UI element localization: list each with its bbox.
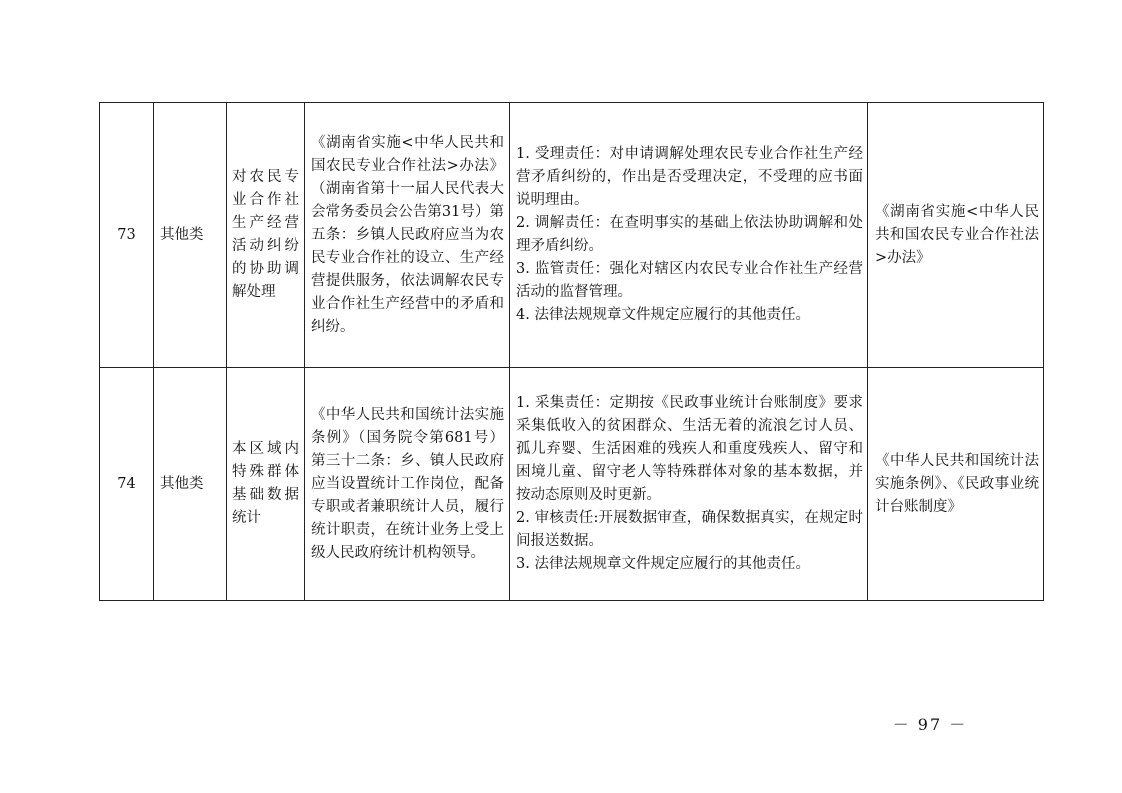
responsibility-item: 4. 法律法规规章文件规定应履行的其他责任。 bbox=[516, 307, 810, 323]
item-category: 其他类 bbox=[154, 103, 227, 368]
table-row bbox=[100, 103, 1044, 368]
responsibilities bbox=[510, 103, 868, 368]
table-row bbox=[100, 368, 1044, 601]
legal-basis: 《中华人民共和国统计法实施条例》（国务院令第681号）第三十二条：乡、镇人民政府应当设置统计工作岗位，配备专职或者兼职统计人员，履行统计职责，在统计业务上受上级人民政府统计机构领导。 bbox=[305, 368, 510, 601]
item-name: 对农民专业合作社生产经营活动纠纷的协助调解处理 bbox=[227, 103, 305, 368]
item-number: 73 bbox=[100, 103, 154, 368]
page-number: － 97 － bbox=[892, 715, 968, 734]
responsibility-item: 1. 受理责任：对申请调解处理农民专业合作社生产经营矛盾纠纷的，作出是否受理决定，不受理的应书面说明理由。 bbox=[516, 146, 863, 208]
responsibility-item: 3. 法律法规规章文件规定应履行的其他责任。 bbox=[516, 556, 810, 572]
item-name: 本区域内特殊群体基础数据统计 bbox=[227, 368, 305, 601]
law-reference: 《湖南省实施<中华人民共和国农民专业合作社法>办法》 bbox=[868, 103, 1044, 368]
responsibility-item: 2. 审核责任:开展数据审查，确保数据真实，在规定时间报送数据。 bbox=[516, 510, 863, 549]
law-reference: 《中华人民共和国统计法实施条例》、《民政事业统计台账制度》 bbox=[868, 368, 1044, 601]
item-number: 74 bbox=[100, 368, 154, 601]
responsibility-table bbox=[99, 102, 1044, 601]
legal-basis: 《湖南省实施<中华人民共和国农民专业合作社法>办法》（湖南省第十一届人民代表大会常务委员会公告第31号）第五条：乡镇人民政府应当为农民专业合作社的设立、生产经营提供服务，依法调解农民专业合作社生产经营中的矛盾和纠纷。 bbox=[305, 103, 510, 368]
item-category: 其他类 bbox=[154, 368, 227, 601]
responsibilities bbox=[510, 368, 868, 601]
responsibility-item: 2. 调解责任：在查明事实的基础上依法协助调解和处理矛盾纠纷。 bbox=[516, 215, 863, 254]
responsibility-item: 1. 采集责任：定期按《民政事业统计台账制度》要求采集低收入的贫困群众、生活无着的流浪乞讨人员、孤儿弃婴、生活困难的残疾人和重度残疾人、留守和困境儿童、留守老人等特殊群体对象的基本数据，并按动态原则及时更新。 bbox=[516, 395, 863, 503]
responsibility-item: 3. 监管责任：强化对辖区内农民专业合作社生产经营活动的监督管理。 bbox=[516, 261, 863, 300]
